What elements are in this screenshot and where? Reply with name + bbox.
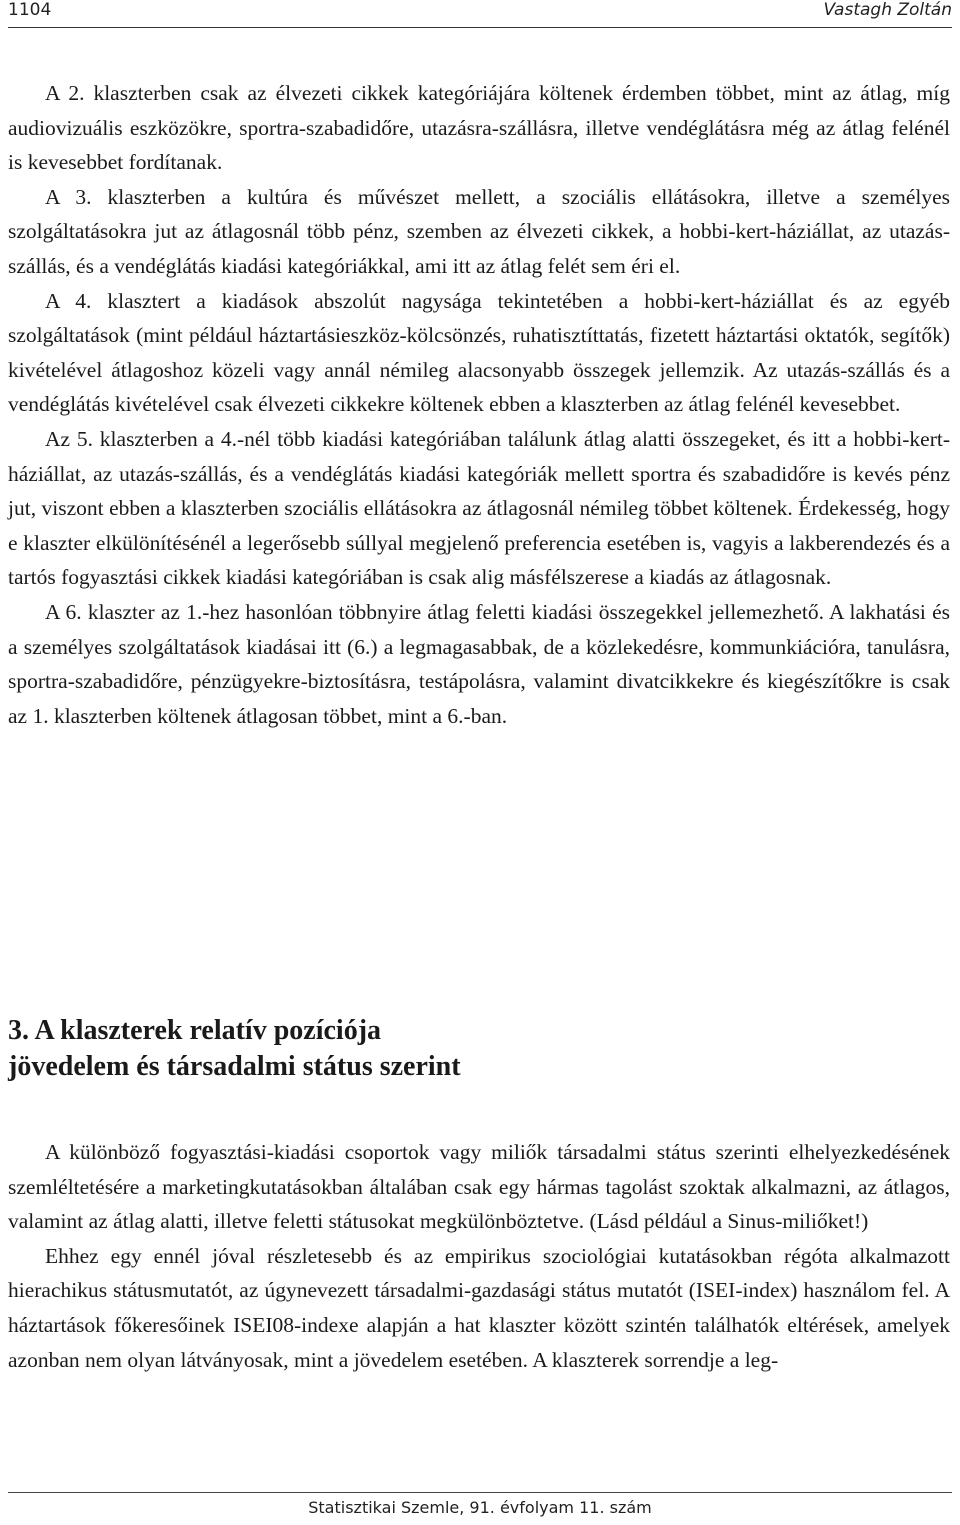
body-text-bottom (8, 1135, 950, 1377)
section-heading-line-1: 3. A klaszterek relatív pozíciója (8, 1015, 382, 1046)
section-heading-line-2: jövedelem és társadalmi státus szerint (8, 1051, 461, 1082)
paragraph: A 4. klasztert a kiadások abszolút nagysága tekintetében a hobbi-kert-háziállat és az egyéb szolgáltatások (mint például háztartásieszköz-kölcsönzés, ruhatisztíttatás, fizetett háztartási oktatók, segítők) kivételével átlagoshoz közeli vagy annál némileg alacsonyabb összegek jellemzik. Az utazás-szállás és a vendéglátás kivételével csak élvezeti cikkekre költenek ebben a klaszterben az átlag felénél kevesebbet. (8, 288, 950, 417)
page-number: 1104 (8, 0, 52, 20)
section-heading (8, 1013, 808, 1085)
paragraph: A 6. klaszter az 1.-hez hasonlóan többnyire átlag feletti kiadási összegekkel jellemezhető. A lakhatási és a személyes szolgáltatások kiadásai itt (6.) a legmagasabbak, de a közlekedésre, kommunkiációra, tanulásra, sportra-szabadidőre, pénzügyekre-biztosításra, testápolásra, valamint divatcikkekre és kiegészítőkre is csak az 1. klaszterben költenek átlagosan többet, mint a 6.-ban. (8, 599, 950, 728)
paragraph: A 2. klaszterben csak az élvezeti cikkek kategóriájára költenek érdemben többet, mint az átlag, míg audiovizuális eszközökre, sportra-szabadidőre, utazásra-szállásra, illetve vendéglátásra még az átlag felénél is kevesebbet fordítanak. (8, 81, 950, 175)
paragraph: Ehhez egy ennél jóval részletesebb és az empirikus szociológiai kutatásokban régóta alkalmazott hierachikus státusmutatót, az úgynevezett társadalmi-gazdasági státus mutatót (ISEI-index) használom fel. A háztartások főkeresőinek ISEI08-indexe alapján a hat klaszter között szintén találhatók eltérések, amelyek azonban nem olyan látványosak, mint a jövedelem esetében. A klaszterek sorrendje a leg- (8, 1243, 950, 1372)
running-footer: Statisztikai Szemle, 91. évfolyam 11. szám (308, 1498, 652, 1517)
footer-rule (8, 1492, 952, 1493)
paragraph: A különböző fogyasztási-kiadási csoportok vagy miliők társadalmi státus szerinti elhelyezkedésének szemléltetésére a marketingkutatásokban általában csak egy hármas tagolást szoktak alkalmazni, az átlagos, valamint az átlag alatti, illetve feletti státusokat megkülönböztetve. (Lásd például a Sinus-miliőket!) (8, 1140, 950, 1234)
running-header-author: Vastagh Zoltán (823, 0, 952, 20)
body-text-top (8, 76, 950, 733)
paragraph: Az 5. klaszterben a 4.-nél több kiadási kategóriában találunk átlag alatti összegeket, és itt a hobbi-kert-háziállat, az utazás-szállás, és a vendéglátás kiadási kategóriák mellett sportra és szabadidőre is kevés pénz jut, viszont ebben a klaszterben szociális ellátásokra az átlagosnál némileg többet költenek. Érdekesség, hogy e klaszter elkülönítésénél a legerősebb súllyal megjelenő preferencia esetében is, vagyis a lakberendezés és a tartós fogyasztási cikkek kiadási kategóriában is csak alig másfélszerese a kiadás az átlagosnak. (8, 426, 950, 590)
header-rule (8, 27, 952, 28)
running-header (8, 0, 952, 26)
paragraph: A 3. klaszterben a kultúra és művészet mellett, a szociális ellátásokra, illetve a személyes szolgáltatásokra jut az átlagosnál több pénz, szemben az élvezeti cikkek, a hobbi-kert-háziállat, az utazás-szállás, és a vendéglátás kiadási kategóriákkal, ami itt az átlag felét sem éri el. (8, 184, 950, 278)
